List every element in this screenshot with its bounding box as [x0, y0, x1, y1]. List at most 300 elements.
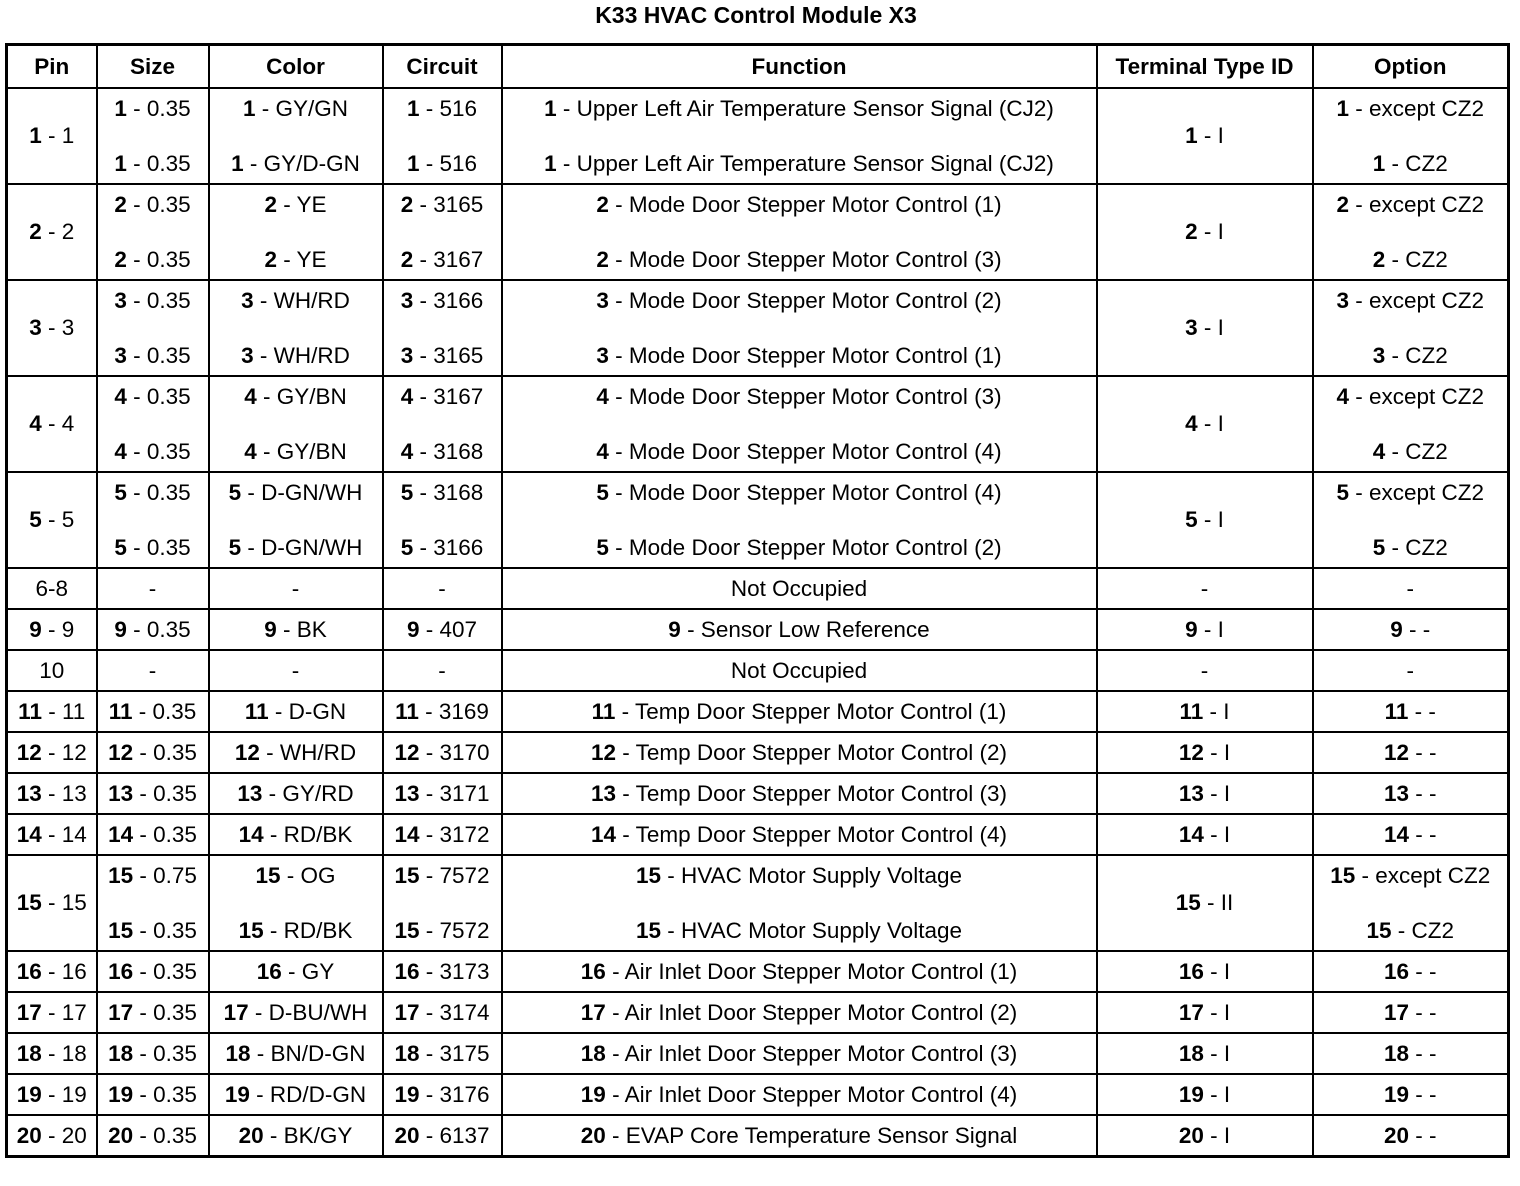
size-line-1: 1 - 0.35 — [114, 95, 191, 121]
terminal-value: 2 - I — [1185, 219, 1224, 244]
circuit-value: 18 - 3175 — [394, 1040, 490, 1066]
color-value: 9 - BK — [264, 616, 327, 642]
cell-size — [97, 691, 209, 732]
terminal-value: 14 - I — [1178, 821, 1231, 847]
function-line-2: 5 - Mode Door Stepper Motor Control (2) — [596, 534, 1002, 560]
terminal-value: 20 - I — [1178, 1122, 1231, 1148]
size-line-1: 15 - 0.75 — [108, 862, 197, 888]
cell-pin — [7, 951, 97, 992]
cell-terminal — [1097, 951, 1313, 992]
cell-option — [1313, 1033, 1509, 1074]
cell-terminal — [1097, 773, 1313, 814]
table-row — [7, 568, 1509, 609]
color-value: 16 - GY — [256, 958, 335, 984]
cell-function — [502, 855, 1097, 951]
size-line-1: 2 - 0.35 — [114, 191, 191, 217]
size-value: 14 - 0.35 — [108, 821, 197, 847]
circuit-value: 13 - 3171 — [394, 780, 490, 806]
circuit-value: - — [438, 657, 446, 683]
cell-option — [1313, 650, 1509, 691]
cell-size — [97, 280, 209, 376]
circuit-line-1: 2 - 3165 — [400, 191, 484, 217]
circuit-value: 19 - 3176 — [394, 1081, 490, 1107]
cell-color — [209, 88, 383, 184]
color-line-1: 2 - YE — [264, 191, 327, 217]
cell-function — [502, 609, 1097, 650]
function-line-2: 2 - Mode Door Stepper Motor Control (3) — [596, 246, 1002, 272]
function-value: 13 - Temp Door Stepper Motor Control (3) — [590, 780, 1007, 806]
color-line-1: 4 - GY/BN — [244, 383, 347, 409]
circuit-line-1: 1 - 516 — [406, 95, 478, 121]
table-row — [7, 376, 1509, 472]
cell-option — [1313, 951, 1509, 992]
terminal-value: - — [1200, 575, 1209, 601]
pin-value: 4 - 4 — [29, 411, 75, 436]
table-row — [7, 1033, 1509, 1074]
table-row — [7, 814, 1509, 855]
cell-circuit — [383, 650, 502, 691]
circuit-value: 12 - 3170 — [394, 739, 490, 765]
cell-circuit — [383, 732, 502, 773]
cell-size — [97, 609, 209, 650]
cell-pin — [7, 773, 97, 814]
size-line-2: 5 - 0.35 — [114, 534, 191, 560]
color-value: - — [291, 575, 300, 601]
cell-size — [97, 1074, 209, 1115]
option-line-2: 4 - CZ2 — [1372, 438, 1448, 464]
size-line-1: 4 - 0.35 — [114, 383, 191, 409]
option-line-1: 5 - except CZ2 — [1336, 479, 1485, 505]
pin-value: 12 - 12 — [16, 739, 87, 765]
function-value: 20 - EVAP Core Temperature Sensor Signal — [580, 1122, 1018, 1148]
circuit-value: 17 - 3174 — [394, 999, 490, 1025]
color-line-2: 4 - GY/BN — [244, 438, 347, 464]
cell-option — [1313, 1115, 1509, 1157]
cell-circuit — [383, 184, 502, 280]
pin-value: 1 - 1 — [29, 123, 75, 148]
cell-pin — [7, 88, 97, 184]
cell-pin — [7, 376, 97, 472]
option-value: 13 - - — [1383, 780, 1437, 806]
cell-size — [97, 1033, 209, 1074]
cell-size — [97, 814, 209, 855]
cell-circuit — [383, 814, 502, 855]
circuit-value: 16 - 3173 — [394, 958, 490, 984]
size-value: - — [148, 575, 157, 601]
option-line-1: 4 - except CZ2 — [1336, 383, 1485, 409]
cell-circuit — [383, 609, 502, 650]
cell-circuit — [383, 280, 502, 376]
table-row — [7, 1074, 1509, 1115]
cell-option — [1313, 376, 1509, 472]
header-terminal-type-id: Terminal Type ID — [1097, 45, 1313, 89]
table-row — [7, 992, 1509, 1033]
cell-function — [502, 1074, 1097, 1115]
cell-color — [209, 855, 383, 951]
function-line-2: 1 - Upper Left Air Temperature Sensor Signal (CJ2) — [544, 150, 1054, 176]
pin-value: 3 - 3 — [29, 315, 75, 340]
cell-color — [209, 951, 383, 992]
cell-color — [209, 184, 383, 280]
color-line-1: 15 - OG — [255, 862, 336, 888]
cell-circuit — [383, 951, 502, 992]
color-value: 19 - RD/D-GN — [224, 1081, 367, 1107]
terminal-value: 17 - I — [1178, 999, 1231, 1025]
table-row — [7, 951, 1509, 992]
function-value: 12 - Temp Door Stepper Motor Control (2) — [590, 739, 1007, 765]
size-line-2: 2 - 0.35 — [114, 246, 191, 272]
cell-color — [209, 472, 383, 568]
pin-value: 18 - 18 — [16, 1040, 87, 1066]
function-line-1: 1 - Upper Left Air Temperature Sensor Signal (CJ2) — [544, 95, 1054, 121]
function-line-1: 2 - Mode Door Stepper Motor Control (1) — [596, 191, 1002, 217]
cell-circuit — [383, 1033, 502, 1074]
cell-pin — [7, 1074, 97, 1115]
color-value: 20 - BK/GY — [238, 1122, 353, 1148]
circuit-value: 9 - 407 — [406, 616, 478, 642]
color-value: - — [291, 657, 300, 683]
circuit-line-1: 3 - 3166 — [400, 287, 484, 313]
size-value: 13 - 0.35 — [108, 780, 197, 806]
cell-terminal — [1097, 650, 1313, 691]
cell-terminal — [1097, 732, 1313, 773]
terminal-value: 18 - I — [1178, 1040, 1231, 1066]
cell-terminal — [1097, 472, 1313, 568]
terminal-value: 12 - I — [1178, 739, 1231, 765]
terminal-value: 5 - I — [1185, 507, 1224, 532]
cell-option — [1313, 472, 1509, 568]
cell-function — [502, 1033, 1097, 1074]
terminal-value: 3 - I — [1185, 315, 1224, 340]
size-line-2: 15 - 0.35 — [108, 917, 197, 943]
function-line-2: 15 - HVAC Motor Supply Voltage — [635, 917, 962, 943]
color-line-2: 3 - WH/RD — [241, 342, 350, 368]
function-line-1: 4 - Mode Door Stepper Motor Control (3) — [596, 383, 1002, 409]
pin-value: 17 - 17 — [16, 999, 87, 1025]
circuit-value: 11 - 3169 — [395, 698, 489, 724]
terminal-value: 1 - I — [1185, 123, 1224, 148]
option-line-2: 3 - CZ2 — [1372, 342, 1448, 368]
cell-function — [502, 650, 1097, 691]
cell-color — [209, 992, 383, 1033]
header-function: Function — [502, 45, 1097, 89]
terminal-value: 11 - I — [1179, 698, 1230, 724]
table-row — [7, 1115, 1509, 1157]
cell-color — [209, 773, 383, 814]
pin-value: 2 - 2 — [29, 219, 75, 244]
cell-circuit — [383, 376, 502, 472]
cell-function — [502, 472, 1097, 568]
cell-function — [502, 992, 1097, 1033]
function-value: 16 - Air Inlet Door Stepper Motor Control (1) — [580, 958, 1018, 984]
color-value: 14 - RD/BK — [238, 821, 353, 847]
cell-color — [209, 691, 383, 732]
size-value: 9 - 0.35 — [114, 616, 191, 642]
cell-terminal — [1097, 1074, 1313, 1115]
color-line-2: 15 - RD/BK — [238, 917, 353, 943]
circuit-line-2: 3 - 3165 — [400, 342, 484, 368]
cell-option — [1313, 855, 1509, 951]
cell-option — [1313, 732, 1509, 773]
size-value: 19 - 0.35 — [108, 1081, 197, 1107]
cell-pin — [7, 650, 97, 691]
cell-terminal — [1097, 88, 1313, 184]
terminal-value: - — [1200, 657, 1209, 683]
cell-size — [97, 472, 209, 568]
cell-option — [1313, 184, 1509, 280]
cell-terminal — [1097, 855, 1313, 951]
option-value: 17 - - — [1383, 999, 1437, 1025]
cell-pin — [7, 609, 97, 650]
cell-terminal — [1097, 691, 1313, 732]
size-line-2: 1 - 0.35 — [114, 150, 191, 176]
function-line-2: 4 - Mode Door Stepper Motor Control (4) — [596, 438, 1002, 464]
cell-size — [97, 773, 209, 814]
cell-pin — [7, 691, 97, 732]
cell-color — [209, 1033, 383, 1074]
circuit-line-2: 5 - 3166 — [400, 534, 484, 560]
table-row — [7, 184, 1509, 280]
terminal-value: 9 - I — [1185, 616, 1224, 642]
option-value: - — [1406, 657, 1414, 683]
color-line-2: 1 - GY/D-GN — [231, 150, 360, 176]
pin-value: 10 — [39, 657, 65, 683]
cell-terminal — [1097, 184, 1313, 280]
pin-value: 14 - 14 — [16, 821, 87, 847]
cell-pin — [7, 855, 97, 951]
cell-option — [1313, 814, 1509, 855]
circuit-value: 20 - 6137 — [394, 1122, 490, 1148]
option-value: 20 - - — [1383, 1122, 1437, 1148]
color-value: 17 - D-BU/WH — [223, 999, 368, 1025]
function-value: 18 - Air Inlet Door Stepper Motor Control (3) — [580, 1040, 1018, 1066]
cell-circuit — [383, 691, 502, 732]
pin-value: 9 - 9 — [29, 616, 75, 642]
color-value: 11 - D-GN — [244, 698, 347, 724]
cell-terminal — [1097, 1115, 1313, 1157]
cell-terminal — [1097, 1033, 1313, 1074]
size-value: - — [148, 657, 157, 683]
header-size: Size — [97, 45, 209, 89]
cell-terminal — [1097, 609, 1313, 650]
cell-color — [209, 650, 383, 691]
terminal-value: 19 - I — [1178, 1081, 1231, 1107]
cell-pin — [7, 814, 97, 855]
cell-function — [502, 88, 1097, 184]
cell-pin — [7, 1033, 97, 1074]
cell-size — [97, 732, 209, 773]
terminal-value: 16 - I — [1178, 958, 1231, 984]
cell-function — [502, 814, 1097, 855]
cell-size — [97, 88, 209, 184]
cell-size — [97, 184, 209, 280]
option-value: 18 - - — [1383, 1040, 1437, 1066]
color-line-1: 3 - WH/RD — [241, 287, 350, 313]
option-value: 12 - - — [1383, 739, 1437, 765]
cell-color — [209, 280, 383, 376]
cell-function — [502, 376, 1097, 472]
option-line-1: 1 - except CZ2 — [1336, 95, 1485, 121]
table-row — [7, 280, 1509, 376]
cell-option — [1313, 773, 1509, 814]
terminal-value: 13 - I — [1178, 780, 1231, 806]
page-title: K33 HVAC Control Module X3 — [595, 2, 917, 28]
option-line-1: 3 - except CZ2 — [1336, 287, 1485, 313]
size-value: 12 - 0.35 — [108, 739, 197, 765]
size-line-1: 3 - 0.35 — [114, 287, 191, 313]
cell-terminal — [1097, 992, 1313, 1033]
cell-pin — [7, 184, 97, 280]
function-value: 17 - Air Inlet Door Stepper Motor Control (2) — [580, 999, 1018, 1025]
table-row — [7, 88, 1509, 184]
size-value: 18 - 0.35 — [108, 1040, 197, 1066]
function-value: 19 - Air Inlet Door Stepper Motor Control (4) — [580, 1081, 1018, 1107]
cell-terminal — [1097, 280, 1313, 376]
cell-function — [502, 184, 1097, 280]
cell-circuit — [383, 855, 502, 951]
pin-value: 19 - 19 — [16, 1081, 87, 1107]
cell-pin — [7, 992, 97, 1033]
cell-circuit — [383, 992, 502, 1033]
option-value: 19 - - — [1383, 1081, 1437, 1107]
option-line-1: 2 - except CZ2 — [1336, 191, 1485, 217]
cell-function — [502, 773, 1097, 814]
cell-pin — [7, 568, 97, 609]
cell-pin — [7, 472, 97, 568]
cell-color — [209, 1074, 383, 1115]
circuit-line-2: 1 - 516 — [406, 150, 478, 176]
header-option: Option — [1313, 45, 1509, 89]
cell-terminal — [1097, 376, 1313, 472]
size-line-2: 3 - 0.35 — [114, 342, 191, 368]
pin-value: 13 - 13 — [16, 780, 87, 806]
cell-option — [1313, 280, 1509, 376]
cell-size — [97, 992, 209, 1033]
cell-color — [209, 568, 383, 609]
cell-circuit — [383, 472, 502, 568]
cell-size — [97, 951, 209, 992]
cell-size — [97, 568, 209, 609]
cell-size — [97, 376, 209, 472]
cell-option — [1313, 609, 1509, 650]
size-value: 11 - 0.35 — [108, 698, 197, 724]
circuit-line-2: 4 - 3168 — [400, 438, 484, 464]
table-row — [7, 650, 1509, 691]
connector-table — [5, 43, 1510, 1158]
cell-circuit — [383, 1074, 502, 1115]
table-body — [7, 88, 1509, 1157]
header-pin: Pin — [7, 45, 97, 89]
table-row — [7, 732, 1509, 773]
circuit-value: - — [438, 575, 446, 601]
pin-value: 15 - 15 — [16, 890, 87, 915]
function-line-1: 15 - HVAC Motor Supply Voltage — [635, 862, 962, 888]
pin-value: 20 - 20 — [16, 1122, 87, 1148]
cell-terminal — [1097, 568, 1313, 609]
cell-option — [1313, 992, 1509, 1033]
terminal-value: 15 - II — [1175, 890, 1234, 915]
cell-function — [502, 568, 1097, 609]
cell-color — [209, 376, 383, 472]
cell-color — [209, 609, 383, 650]
function-line-2: 3 - Mode Door Stepper Motor Control (1) — [596, 342, 1002, 368]
option-value: 11 - - — [1384, 698, 1436, 724]
circuit-line-2: 2 - 3167 — [400, 246, 484, 272]
cell-option — [1313, 1074, 1509, 1115]
pin-value: 6-8 — [35, 575, 69, 601]
cell-function — [502, 1115, 1097, 1157]
cell-terminal — [1097, 814, 1313, 855]
color-line-2: 2 - YE — [264, 246, 327, 272]
cell-function — [502, 280, 1097, 376]
color-line-1: 5 - D-GN/WH — [228, 479, 363, 505]
function-line-1: 5 - Mode Door Stepper Motor Control (4) — [596, 479, 1002, 505]
cell-pin — [7, 1115, 97, 1157]
option-line-2: 2 - CZ2 — [1372, 246, 1448, 272]
option-line-2: 1 - CZ2 — [1372, 150, 1448, 176]
color-value: 18 - BN/D-GN — [225, 1040, 366, 1066]
cell-circuit — [383, 1115, 502, 1157]
table-row — [7, 609, 1509, 650]
option-line-2: 15 - CZ2 — [1366, 917, 1455, 943]
circuit-line-1: 5 - 3168 — [400, 479, 484, 505]
circuit-line-2: 15 - 7572 — [394, 917, 490, 943]
cell-size — [97, 650, 209, 691]
cell-circuit — [383, 568, 502, 609]
cell-color — [209, 732, 383, 773]
option-value: - — [1406, 575, 1414, 601]
header-row — [7, 45, 1509, 89]
pin-value: 5 - 5 — [29, 507, 75, 532]
size-value: 16 - 0.35 — [108, 958, 197, 984]
cell-function — [502, 951, 1097, 992]
size-value: 17 - 0.35 — [108, 999, 197, 1025]
cell-circuit — [383, 773, 502, 814]
pin-value: 11 - 11 — [18, 698, 86, 724]
color-line-1: 1 - GY/GN — [242, 95, 349, 121]
cell-color — [209, 814, 383, 855]
function-value: 9 - Sensor Low Reference — [668, 616, 930, 642]
cell-function — [502, 732, 1097, 773]
function-value: 11 - Temp Door Stepper Motor Control (1) — [591, 698, 1007, 724]
color-line-2: 5 - D-GN/WH — [228, 534, 363, 560]
table-row — [7, 773, 1509, 814]
cell-pin — [7, 732, 97, 773]
function-value: Not Occupied — [730, 575, 868, 601]
table-row — [7, 472, 1509, 568]
cell-option — [1313, 88, 1509, 184]
header-color: Color — [209, 45, 383, 89]
cell-color — [209, 1115, 383, 1157]
option-line-2: 5 - CZ2 — [1372, 534, 1448, 560]
cell-function — [502, 691, 1097, 732]
size-line-2: 4 - 0.35 — [114, 438, 191, 464]
cell-option — [1313, 691, 1509, 732]
color-value: 13 - GY/RD — [237, 780, 354, 806]
circuit-line-1: 15 - 7572 — [394, 862, 490, 888]
size-line-1: 5 - 0.35 — [114, 479, 191, 505]
cell-size — [97, 1115, 209, 1157]
option-value: 14 - - — [1383, 821, 1437, 847]
header-circuit: Circuit — [383, 45, 502, 89]
terminal-value: 4 - I — [1185, 411, 1224, 436]
pin-value: 16 - 16 — [16, 958, 87, 984]
cell-size — [97, 855, 209, 951]
table-row — [7, 691, 1509, 732]
function-value: Not Occupied — [730, 657, 868, 683]
function-value: 14 - Temp Door Stepper Motor Control (4) — [590, 821, 1007, 847]
option-line-1: 15 - except CZ2 — [1330, 862, 1491, 888]
